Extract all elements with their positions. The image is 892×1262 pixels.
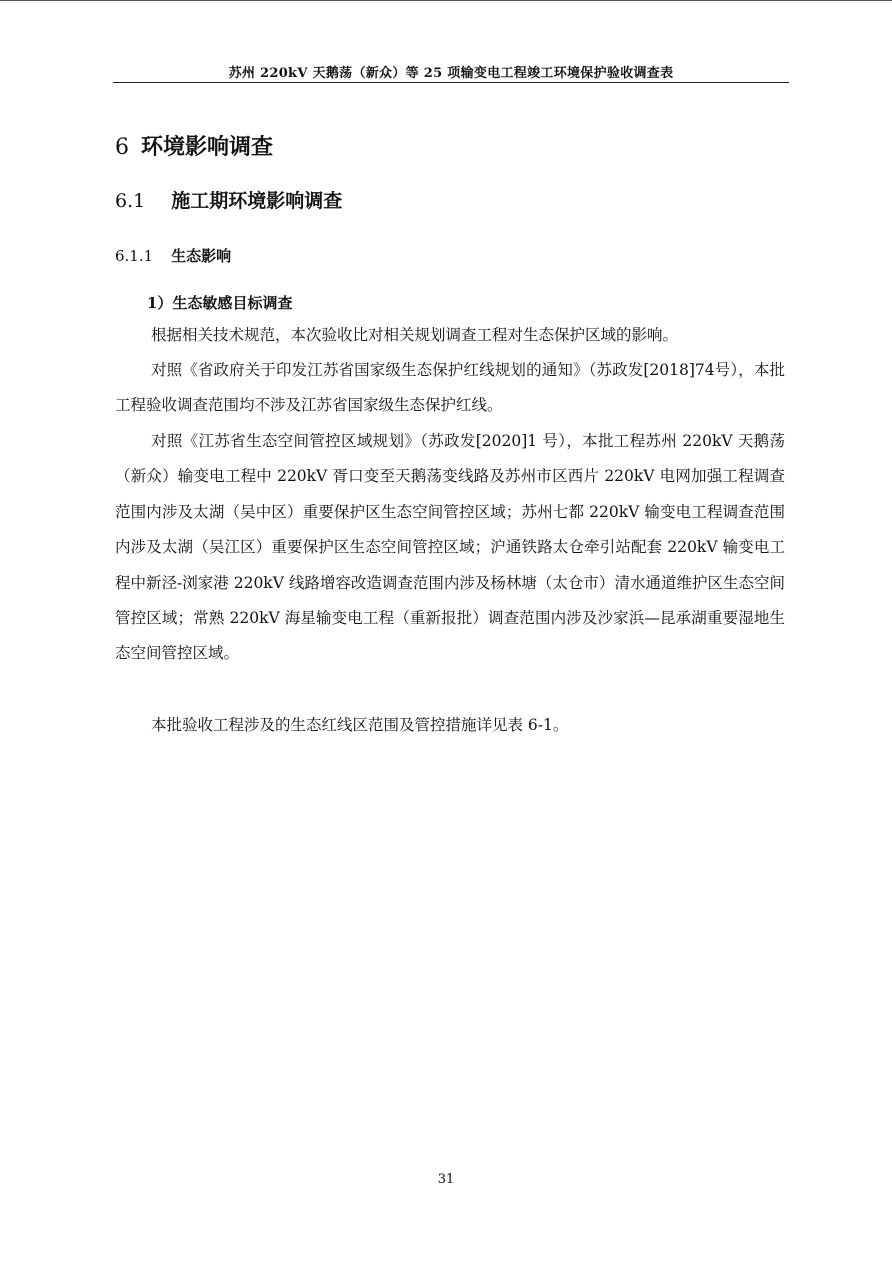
page-top-border xyxy=(0,0,892,1)
paragraph-table-reference: 本批验收工程涉及的生态红线区范围及管控措施详见表 6-1。 xyxy=(151,716,569,734)
section-heading xyxy=(115,130,273,161)
paragraph-intro: 根据相关技术规范，本次验收比对相关规划调查工程对生态保护区域的影响。 xyxy=(151,326,679,344)
paragraph-national-redline: 对照《省政府关于印发江苏省国家级生态保护红线规划的通知》（苏政发[2018]74号），本批工程验收调查范围均不涉及江苏省国家级生态保护红线。 xyxy=(115,361,785,415)
paragraph-provincial-control-areas: 对照《江苏省生态空间管控区域规划》（苏政发[2020]1 号），本批工程苏州 220kV 天鹅荡（新众）输变电工程中 220kV 胥口变至天鹅荡变线路及苏州市区西片 220kV 电网加强工程调查范围内涉及太湖（吴中区）重要保护区生态空间管控区域；苏州七都 220kV 输变电工程调查范围内涉及太湖（吴江区）重要保护区生态空间管控区域；沪通铁路太仓牵引站配套 220kV 输变电工程中新泾-浏家港 220kV 线路增容改造调查范围内涉及杨林塘（太仓市）清水通道维护区生态空间管控区域；常熟 220kV 海星输变电工程（重新报批）调查范围内涉及沙家浜—昆承湖重要湿地生态空间管控区域。 xyxy=(115,432,785,663)
subsubsection-heading xyxy=(115,245,231,266)
subsection-title: 施工期环境影响调查 xyxy=(171,190,343,212)
subsubsection-title: 生态影响 xyxy=(171,247,232,265)
section-number: 6 xyxy=(115,135,129,160)
page-number: 31 xyxy=(437,1172,455,1187)
item-heading: 1）生态敏感目标调查 xyxy=(147,294,293,312)
running-header: 苏州 220kV 天鹅荡（新众）等 25 项输变电工程竣工环境保护验收调查表 xyxy=(228,66,674,81)
subsubsection-number: 6.1.1 xyxy=(115,247,154,265)
header-rule xyxy=(113,82,789,83)
subsection-heading xyxy=(115,186,342,213)
section-title: 环境影响调查 xyxy=(141,134,274,160)
subsection-number: 6.1 xyxy=(115,190,146,212)
